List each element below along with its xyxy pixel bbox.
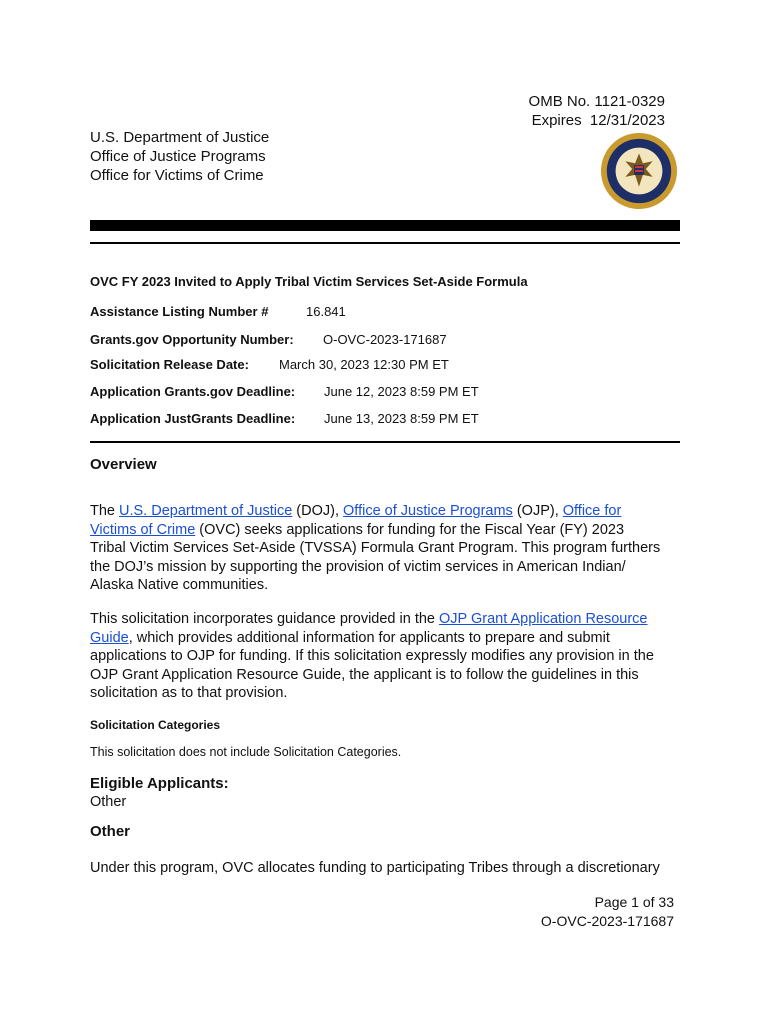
fields-divider	[90, 441, 680, 443]
field-grantsgov-deadline	[90, 384, 479, 399]
agency-line-doj: U.S. Department of Justice	[90, 129, 270, 146]
link-doj[interactable]: U.S. Department of Justice	[119, 503, 293, 519]
field-opportunity-number	[90, 332, 447, 347]
header-divider-thin	[90, 242, 680, 244]
page-footer	[541, 893, 674, 931]
doj-seal-icon	[600, 132, 678, 210]
field-value: March 30, 2023 12:30 PM ET	[279, 357, 449, 372]
overview-heading: Overview	[90, 456, 157, 473]
eligible-value: Other	[90, 794, 127, 810]
field-label: Assistance Listing Number #	[90, 304, 269, 319]
overview-paragraph-1: The U.S. Department of Justice (DOJ), Office of Justice Programs (OJP), Office for Victims of Crime (OVC) seeks applications for funding for the Fiscal Year (FY) 2023 Tribal Victim Services Set-Aside (TVSSA) Formula Grant Program. This program furthers the DOJ’s mission by supporting the provision of victim services in American Indian/ Alaska Native communities.	[90, 503, 661, 593]
header-divider-thick	[90, 220, 680, 231]
categories-heading: Solicitation Categories	[90, 718, 221, 732]
link-resource-guide[interactable]: OJP Grant Application Resource	[439, 611, 648, 627]
agency-line-ojp: Office of Justice Programs	[90, 148, 266, 165]
field-label: Application JustGrants Deadline:	[90, 411, 296, 426]
eligible-heading: Eligible Applicants:	[90, 775, 229, 792]
field-label: Grants.gov Opportunity Number:	[90, 332, 294, 347]
field-label: Application Grants.gov Deadline:	[90, 384, 296, 399]
omb-number: OMB No. 1121-0329	[528, 93, 665, 110]
field-label: Solicitation Release Date:	[90, 357, 249, 372]
solicitation-title: OVC FY 2023 Invited to Apply Tribal Victim Services Set-Aside Formula	[90, 274, 528, 289]
field-value: O-OVC-2023-171687	[323, 332, 447, 347]
other-heading: Other	[90, 823, 131, 840]
link-ovc-continued[interactable]: Victims of Crime	[90, 521, 196, 538]
page-number: Page 1 of 33	[594, 894, 674, 910]
field-justgrants-deadline	[90, 411, 479, 426]
link-resource-guide-continued[interactable]: Guide	[90, 629, 129, 646]
omb-expires: Expires 12/31/2023	[531, 112, 665, 129]
other-text: Under this program, OVC allocates funding to participating Tribes through a discretionary	[90, 860, 660, 876]
field-value: June 13, 2023 8:59 PM ET	[324, 411, 479, 426]
field-assistance-listing	[90, 304, 346, 319]
agency-line-ovc: Office for Victims of Crime	[90, 167, 264, 184]
field-value: June 12, 2023 8:59 PM ET	[324, 384, 479, 399]
field-value: 16.841	[306, 304, 346, 319]
agency-block	[90, 128, 269, 185]
link-ovc[interactable]: Office for	[562, 503, 622, 519]
field-release-date	[90, 357, 449, 372]
link-ojp[interactable]: Office of Justice Programs	[343, 503, 513, 519]
overview-paragraph-2: This solicitation incorporates guidance provided in the OJP Grant Application Resource Guide, which provides additional information for applicants to prepare and submit applications to OJP for funding. If this solicitation expressly modifies any provision in the OJP Grant Application Resource Guide, the applicant is to follow the guidelines in this solicitation as to that provision.	[90, 611, 654, 701]
omb-info	[529, 92, 665, 130]
footer-opportunity-id: O-OVC-2023-171687	[540, 913, 674, 929]
categories-text: This solicitation does not include Solicitation Categories.	[90, 745, 402, 759]
